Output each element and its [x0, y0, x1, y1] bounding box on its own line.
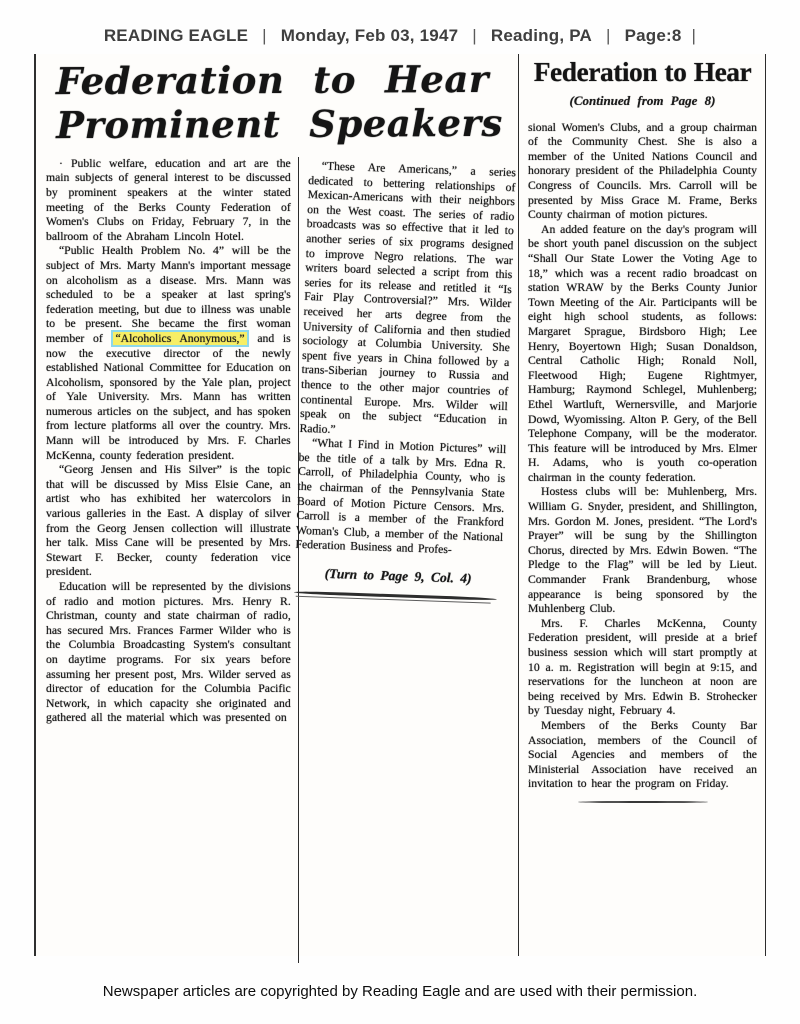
header-separator: | — [262, 26, 267, 45]
paragraph — [46, 244, 291, 463]
header-location: Reading, PA — [490, 26, 592, 45]
paragraph: “What I Find in Motion Pictures” will be the title of a talk by Mrs. Edna R. Carroll, of Philadelphia County, who is the chairman of the Pennsylvania State Board of Motion Picture Censors. Mrs. Carroll is a member of the Frankford Woman's Club, a member of the National Federation Business and Profes- — [295, 436, 507, 557]
paragraph: sional Women's Clubs, and a group chairman of the Community Chest. She is also a member of the United Nations Council and honorary president of the Philadelphia County Congress of Councils. Mrs. Carroll will be presented by Miss Grace M. Frame, Berks County chairman of motion pictures. — [528, 120, 757, 222]
article-main — [34, 54, 518, 956]
left-column — [40, 157, 299, 963]
article-end-rule — [578, 801, 708, 803]
header-page-number: Page:8 — [624, 26, 682, 45]
publication-name: READING EAGLE — [103, 26, 249, 45]
paragraph-text: and is now the executive director of the newly established National Committee for Education on Alcoholism, sponsored by the Yale plan, project of Yale University. Mrs. Mann has written numerous articles on the subject, and has spoken from lecture platforms all over the country. Mrs. Mann will be introduced by Mrs. F. Charles McKenna, county federation president. — [46, 331, 291, 462]
copyright-caption: Newspaper articles are copyrighted by Reading Eagle and are used with their permission. — [102, 983, 698, 1000]
paragraph: Hostess clubs will be: Muhlenberg, Mrs. William G. Snyder, president, and Shillington, Mrs. Gordon M. Jones, president. “The Lord's Prayer” will be sung by the Shillington Chorus, directed by Mrs. Edwin Bowen. “The Pledge to the Flag” will be led by Lieut. Commander Frank Brandenburg, whose appearance is being sponsored by the Muhlenberg Club. — [528, 485, 757, 616]
continuation-headline: Federation to Hear — [533, 56, 752, 87]
continued-from-note: (Continued from Page 8) — [569, 92, 716, 108]
highlighted-text: “Alcoholics Anonymous,” — [111, 330, 248, 347]
header-date: Monday, Feb 03, 1947 — [280, 26, 459, 45]
paragraph: Members of the Berks County Bar Association, members of the Council of Social Agencies and members of the Ministerial Association have received an invitation to hear the program on Friday. — [528, 718, 757, 791]
skewed-scan-text — [293, 159, 515, 604]
header-separator: | — [605, 26, 611, 45]
paragraph: Education will be represented by the divisions of radio and motion pictures. Mrs. Henry R. Christman, county and state chairman of radio, has secured Mrs. Frances Farmer Wilder who is the Columbia Broadcasting System's consultant on daytime programs. For six years before assuming her present post, Mrs. Wilder served as director of education for the Columbia Pacific Network, in which capacity she originated and gathered all the material which was presented on — [46, 580, 291, 725]
middle-column — [295, 157, 518, 963]
newspaper-clipping — [34, 54, 766, 956]
header-separator: | — [472, 26, 477, 45]
article-headline: Federation to Hear Prominent Speakers — [55, 56, 503, 148]
paragraph: Mrs. F. Charles McKenna, County Federation president, will preside at a brief business session which will start promptly at 10 a. m. Registration will begin at 9:15, and reservations for the luncheon at noon are being received by Mrs. Edwin B. Strohecker by Tuesday night, February 4. — [528, 616, 757, 718]
header-separator: | — [691, 26, 697, 45]
header-bar — [0, 0, 800, 46]
continuation-column — [518, 54, 766, 956]
article-columns — [40, 157, 518, 963]
paragraph: “These Are Americans,” a series dedicated to bettering relationships of Mexican-Americans with their neighbors on the West coast. The series of radio broadcasts was so effective that it led to another series of six programs designed to improve Negro relations. The war writers board selected a script from this series for its release and retitled it “Is Fair Play Controversial?” Mrs. Wilder received her arts degree from the University of California and then studied sociology at Columbia University. She spent five years in China followed by a trans-Siberian journey to Russia and thence to the other major countries of continental Europe. Mrs. Wilder will speak on the subject “Education in Radio.” — [299, 159, 516, 436]
paragraph: An added feature on the day's program will be short youth panel discussion on the subject “Shall Our State Lower the Voting Age to 18,” which was a recent radio broadcast on station WRAW by the Berks County Junior Town Meeting of the Air. Participants will be eight high school students, as follows: Margaret Sprague, Birdsboro High; Lee Henry, Boyertown High; Susan Donaldson, Central Catholic High; Ronald Noll, Fleetwood High; Eugene Rightmyer, Hamburg; Raymond Schlegel, Muhlenberg; Ethel Wartluft, Wernersville, and Marjorie Dowd, Wyomissing. Alton P. Gery, of the Bell Telephone Company, will be the moderator. This feature will be introduced by Mrs. Elmer H. Adams, who is youth co-operation chairman in the county federation. — [528, 222, 757, 484]
paragraph: · Public welfare, education and art are the main subjects of general interest to be discussed by prominent speakers at the winter stated meeting of the Berks County Federation of Women's Clubs on Friday, February 7, in the ballroom of the Abraham Lincoln Hotel. — [46, 156, 291, 243]
paragraph: “Georg Jensen and His Silver” is the topic that will be discussed by Miss Elsie Cane, an artist who has exhibited her watercolors in various galleries in the East. A display of silver from the Georg Jensen collection will illustrate her talk. Miss Cane will be presented by Mrs. Stewart F. Becker, county federation vice president. — [46, 463, 291, 579]
continuation-note: (Turn to Page 9, Col. 4) — [324, 565, 472, 586]
paragraph-text: “Public Health Problem No. 4” will be the subject of Mrs. Marty Mann's important message on alcoholism as a disease. Mrs. Mann was scheduled to be a speaker at last spring's federation meeting, but due to illness was unable to be present. She became the first woman member of — [46, 244, 291, 345]
